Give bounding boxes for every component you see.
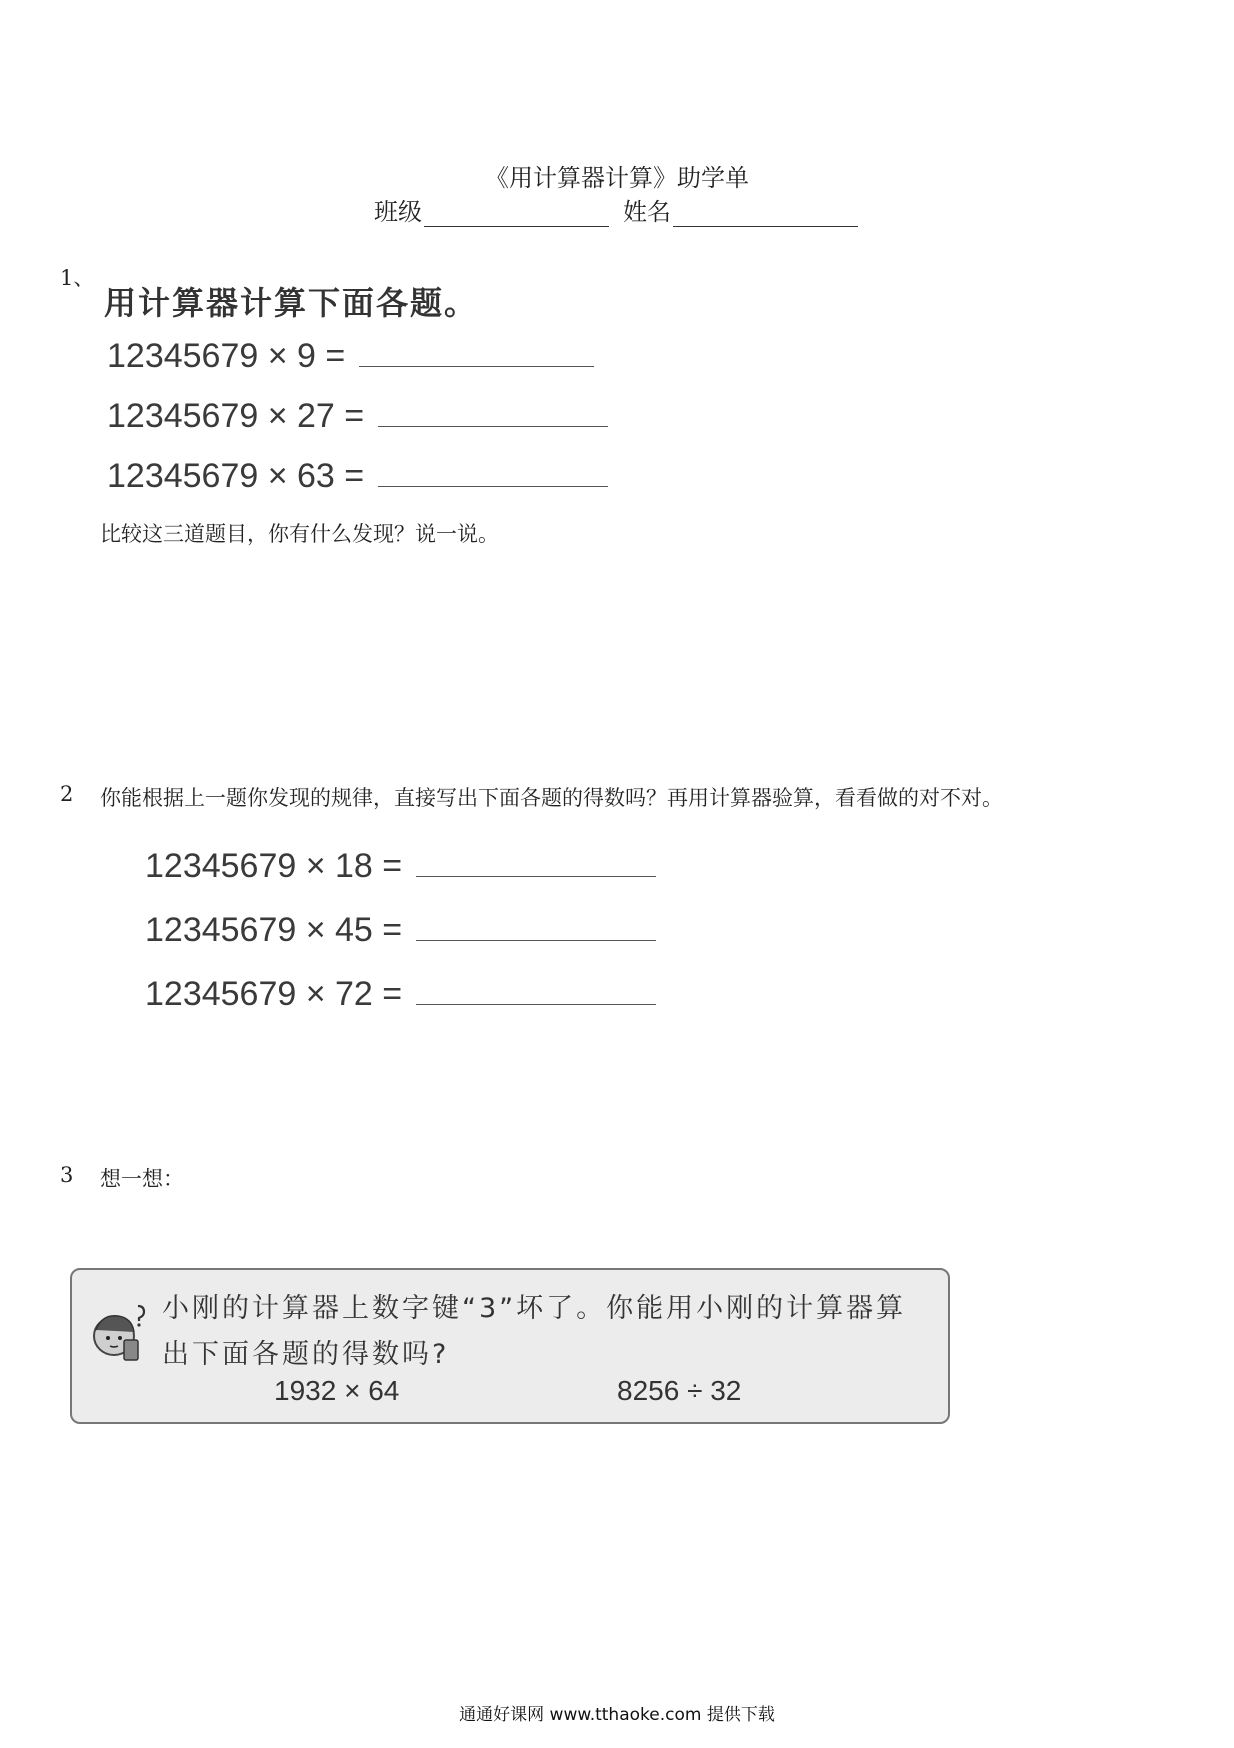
answer-blank[interactable] bbox=[416, 910, 656, 941]
equation-text: 12345679 × 9 = bbox=[107, 337, 346, 375]
think-box bbox=[70, 1268, 950, 1424]
thinking-boy-icon bbox=[84, 1300, 150, 1366]
problem-1: 1932 × 64 bbox=[274, 1375, 400, 1406]
answer-blank[interactable] bbox=[378, 396, 608, 427]
problem-2: 8256 ÷ 32 bbox=[617, 1375, 742, 1406]
question-3-prompt: 想一想： bbox=[100, 1167, 184, 1191]
equation-row bbox=[145, 910, 656, 950]
equation-text: 12345679 × 72 = bbox=[145, 975, 403, 1013]
question-1-number: 1、 bbox=[60, 266, 95, 290]
think-box-text: 小刚的计算器上数字键“3”坏了。你能用小刚的计算器算出下面各题的得数吗? bbox=[162, 1293, 907, 1370]
equation-row bbox=[107, 396, 608, 436]
class-blank-field[interactable] bbox=[424, 202, 609, 227]
equation-row bbox=[145, 974, 656, 1014]
equation-row bbox=[145, 846, 656, 886]
answer-blank[interactable] bbox=[378, 456, 608, 487]
name-blank-field[interactable] bbox=[673, 202, 858, 227]
answer-blank[interactable] bbox=[416, 846, 656, 877]
page-title: 《用计算器计算》助学单 bbox=[485, 164, 749, 192]
question-1-heading: 用计算器计算下面各题。 bbox=[104, 284, 479, 322]
question-3 bbox=[60, 1163, 184, 1193]
equation-text: 12345679 × 45 = bbox=[145, 911, 403, 949]
equation-text: 12345679 × 27 = bbox=[107, 397, 365, 435]
question-2-number: 2 bbox=[60, 782, 74, 806]
footer-credit: 通通好课网 www.tthaoke.com 提供下载 bbox=[459, 1705, 775, 1725]
equation-text: 12345679 × 18 = bbox=[145, 847, 403, 885]
question-3-number: 3 bbox=[60, 1163, 74, 1187]
name-label: 姓名 bbox=[623, 198, 671, 226]
student-info-line bbox=[374, 192, 858, 227]
equation-text: 12345679 × 63 = bbox=[107, 457, 365, 495]
question-2-prompt: 你能根据上一题你发现的规律，直接写出下面各题的得数吗？再用计算器验算，看看做的对不对。 bbox=[100, 786, 1003, 810]
question-2 bbox=[60, 782, 1003, 812]
compare-prompt: 比较这三道题目，你有什么发现？说一说。 bbox=[100, 522, 499, 546]
answer-blank[interactable] bbox=[359, 336, 594, 367]
class-label: 班级 bbox=[374, 198, 422, 226]
equation-row bbox=[107, 456, 608, 496]
answer-blank[interactable] bbox=[416, 974, 656, 1005]
equation-row bbox=[107, 336, 594, 376]
